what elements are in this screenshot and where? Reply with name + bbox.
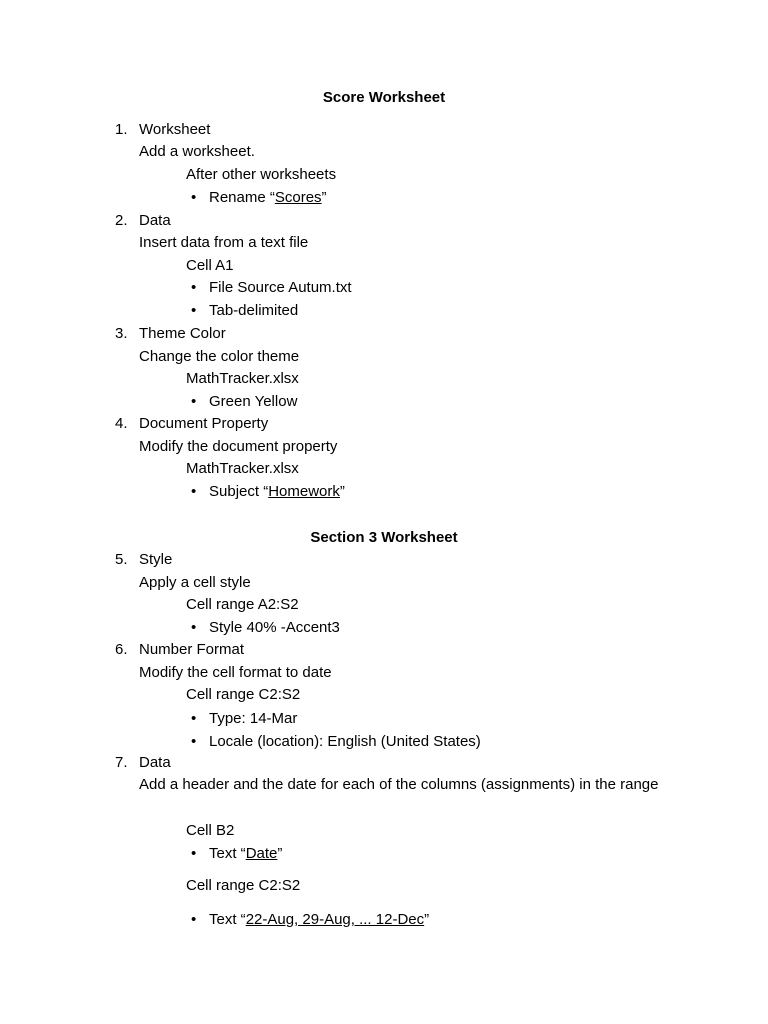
item-1-bullet-1: Rename “Scores” <box>209 189 327 206</box>
item-2-target: Cell A1 <box>186 257 234 274</box>
item-2-heading: Data <box>139 212 171 229</box>
item-3-bullet-1: Green Yellow <box>209 393 298 410</box>
bullet-icon: • <box>191 393 197 410</box>
item-6-bullet-1: Type: 14-Mar <box>209 710 298 727</box>
bullet-icon: • <box>191 302 197 319</box>
item-2-number: 2. <box>115 212 128 229</box>
item-7-bullet-2: Text “22-Aug, 29-Aug, ... 12-Dec” <box>209 911 430 928</box>
bullet-icon: • <box>191 845 197 862</box>
item-3-number: 3. <box>115 325 128 342</box>
item-6-number: 6. <box>115 641 128 658</box>
item-7-heading: Data <box>139 754 171 771</box>
bullet-icon: • <box>191 733 197 750</box>
bullet-icon: • <box>191 619 197 636</box>
section-title: Section 3 Worksheet <box>310 529 458 546</box>
item-4-number: 4. <box>115 415 128 432</box>
item-6-target: Cell range C2:S2 <box>186 686 301 703</box>
item-4-instruction: Modify the document property <box>139 438 338 455</box>
bullet-icon: • <box>191 911 197 928</box>
item-5-instruction: Apply a cell style <box>139 574 251 591</box>
item-3-target: MathTracker.xlsx <box>186 370 299 387</box>
item-6-instruction: Modify the cell format to date <box>139 664 332 681</box>
item-1-instruction: Add a worksheet. <box>139 143 255 160</box>
item-1-number: 1. <box>115 121 128 138</box>
item-7-target: Cell B2 <box>186 822 235 839</box>
item-7-instruction: Add a header and the date for each of the columns (assignments) in the range <box>139 776 659 793</box>
item-7-target-2: Cell range C2:S2 <box>186 877 301 894</box>
bullet-icon: • <box>191 279 197 296</box>
item-5-target: Cell range A2:S2 <box>186 596 299 613</box>
item-1-heading: Worksheet <box>139 121 211 138</box>
item-5-heading: Style <box>139 551 173 568</box>
bullet-icon: • <box>191 483 197 500</box>
item-6-bullet-2: Locale (location): English (United States) <box>209 733 481 750</box>
item-5-number: 5. <box>115 551 128 568</box>
document-title: Score Worksheet <box>322 89 446 106</box>
item-4-heading: Document Property <box>139 415 269 432</box>
item-2-bullet-2: Tab-delimited <box>209 302 299 319</box>
item-1-target: After other worksheets <box>186 166 337 183</box>
item-4-bullet-1: Subject “Homework” <box>209 483 345 500</box>
item-7-bullet-1: Text “Date” <box>209 845 283 862</box>
item-6-heading: Number Format <box>139 641 245 658</box>
item-4-target: MathTracker.xlsx <box>186 460 299 477</box>
item-5-bullet-1: Style 40% -Accent3 <box>209 619 340 636</box>
item-2-instruction: Insert data from a text file <box>139 234 309 251</box>
bullet-icon: • <box>191 710 197 727</box>
item-7-number: 7. <box>115 754 128 771</box>
item-3-heading: Theme Color <box>139 325 226 342</box>
item-2-bullet-1: File Source Autum.txt <box>209 279 352 296</box>
item-3-instruction: Change the color theme <box>139 348 300 365</box>
bullet-icon: • <box>191 189 197 206</box>
